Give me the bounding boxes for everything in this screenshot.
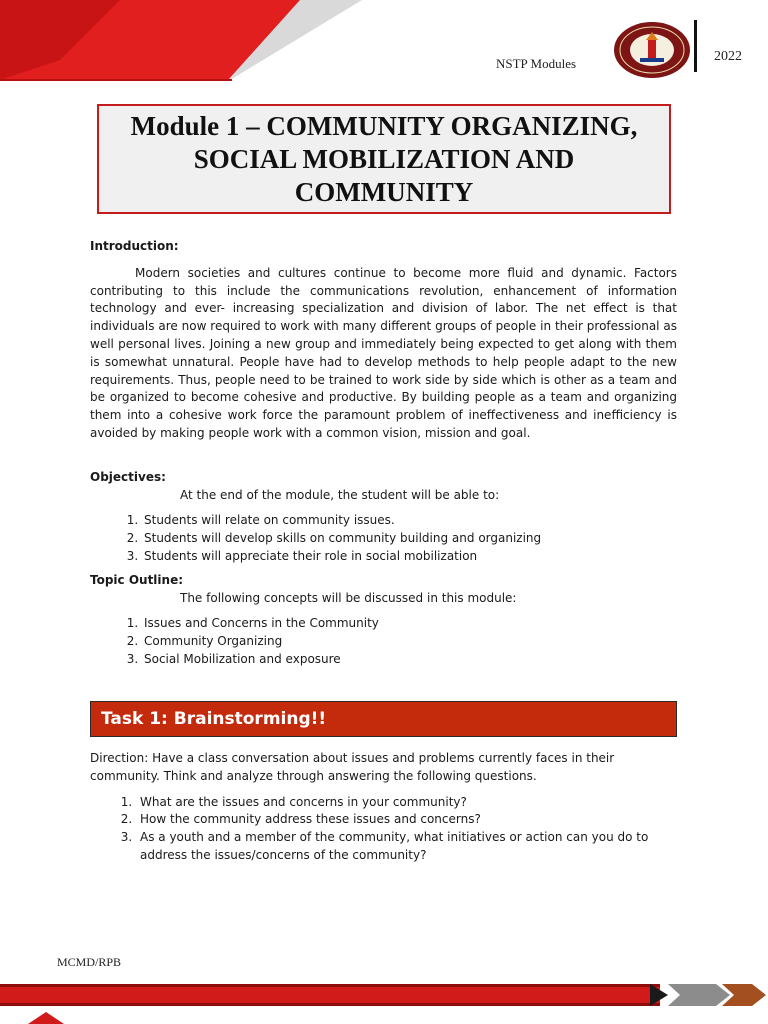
topic-outline-heading: Topic Outline:: [90, 572, 184, 587]
list-item: 2. Community Organizing: [142, 633, 677, 651]
task-banner: [90, 701, 677, 737]
task-title: Task 1: Brainstorming!!: [101, 709, 327, 729]
objectives-list: [90, 512, 677, 565]
list-item: 3. Social Mobilization and exposure: [142, 651, 677, 669]
introduction-body: Modern societies and cultures continue to become more fluid and dynamic. Factors contributing to this include the communications revolution, enhancement of information technology and ever- increasing specialization and division of labor. The net effect is that individuals are now required to work with many different groups of people in their professional as well personal lives. Joining a new group and immediately being expected to get along with them is somewhat unnatural. People have had to develop methods to help people adapt to the new requirements. Thus, people need to be trained to work side by side which is other as a team and be organized to become cohesive and productive. By building people as a team and organizing them into a cohesive work force the paramount problem of ineffectiveness and inefficiency is avoided by making people work with a common vision, mission and goal.: [90, 265, 677, 440]
topic-outline-list: [90, 615, 677, 668]
objectives-heading: Objectives:: [90, 469, 166, 484]
task-direction: Direction: Have a class conversation about issues and problems currently faces in their community. Think and analyze through answering the following questions.: [90, 751, 615, 783]
topic-outline-lead: The following concepts will be discussed in this module:: [180, 590, 517, 605]
list-item: 2. Students will develop skills on community building and organizing: [142, 530, 677, 548]
module-content: [90, 238, 677, 669]
header-module-label: NSTP Modules: [496, 56, 577, 71]
list-item: 3. As a youth and a member of the community, what initiatives or action can you do to address the issues/concerns of the community?: [136, 829, 677, 865]
header-divider: [694, 20, 697, 72]
list-item: 1. What are the issues and concerns in your community?: [136, 794, 677, 812]
footer-author-label: MCMD/RPB: [57, 955, 122, 969]
list-item: 1. Issues and Concerns in the Community: [142, 615, 677, 633]
list-item: 2. How the community address these issues and concerns?: [136, 811, 677, 829]
objectives-lead: At the end of the module, the student will be able to:: [180, 487, 500, 502]
task-questions-list: [90, 794, 677, 865]
task-content: [90, 750, 677, 865]
introduction-heading: Introduction:: [90, 239, 179, 253]
module-title: Module 1 – COMMUNITY ORGANIZING, SOCIAL MOBILIZATION AND COMMUNITY: [130, 110, 638, 207]
header-year: 2022: [714, 49, 742, 64]
footer-decoration: [0, 976, 768, 1024]
module-title-box: [97, 104, 671, 214]
university-seal-logo: [612, 20, 692, 80]
list-item: 3. Students will appreciate their role in social mobilization: [142, 548, 677, 566]
list-item: 1. Students will relate on community issues.: [142, 512, 677, 530]
